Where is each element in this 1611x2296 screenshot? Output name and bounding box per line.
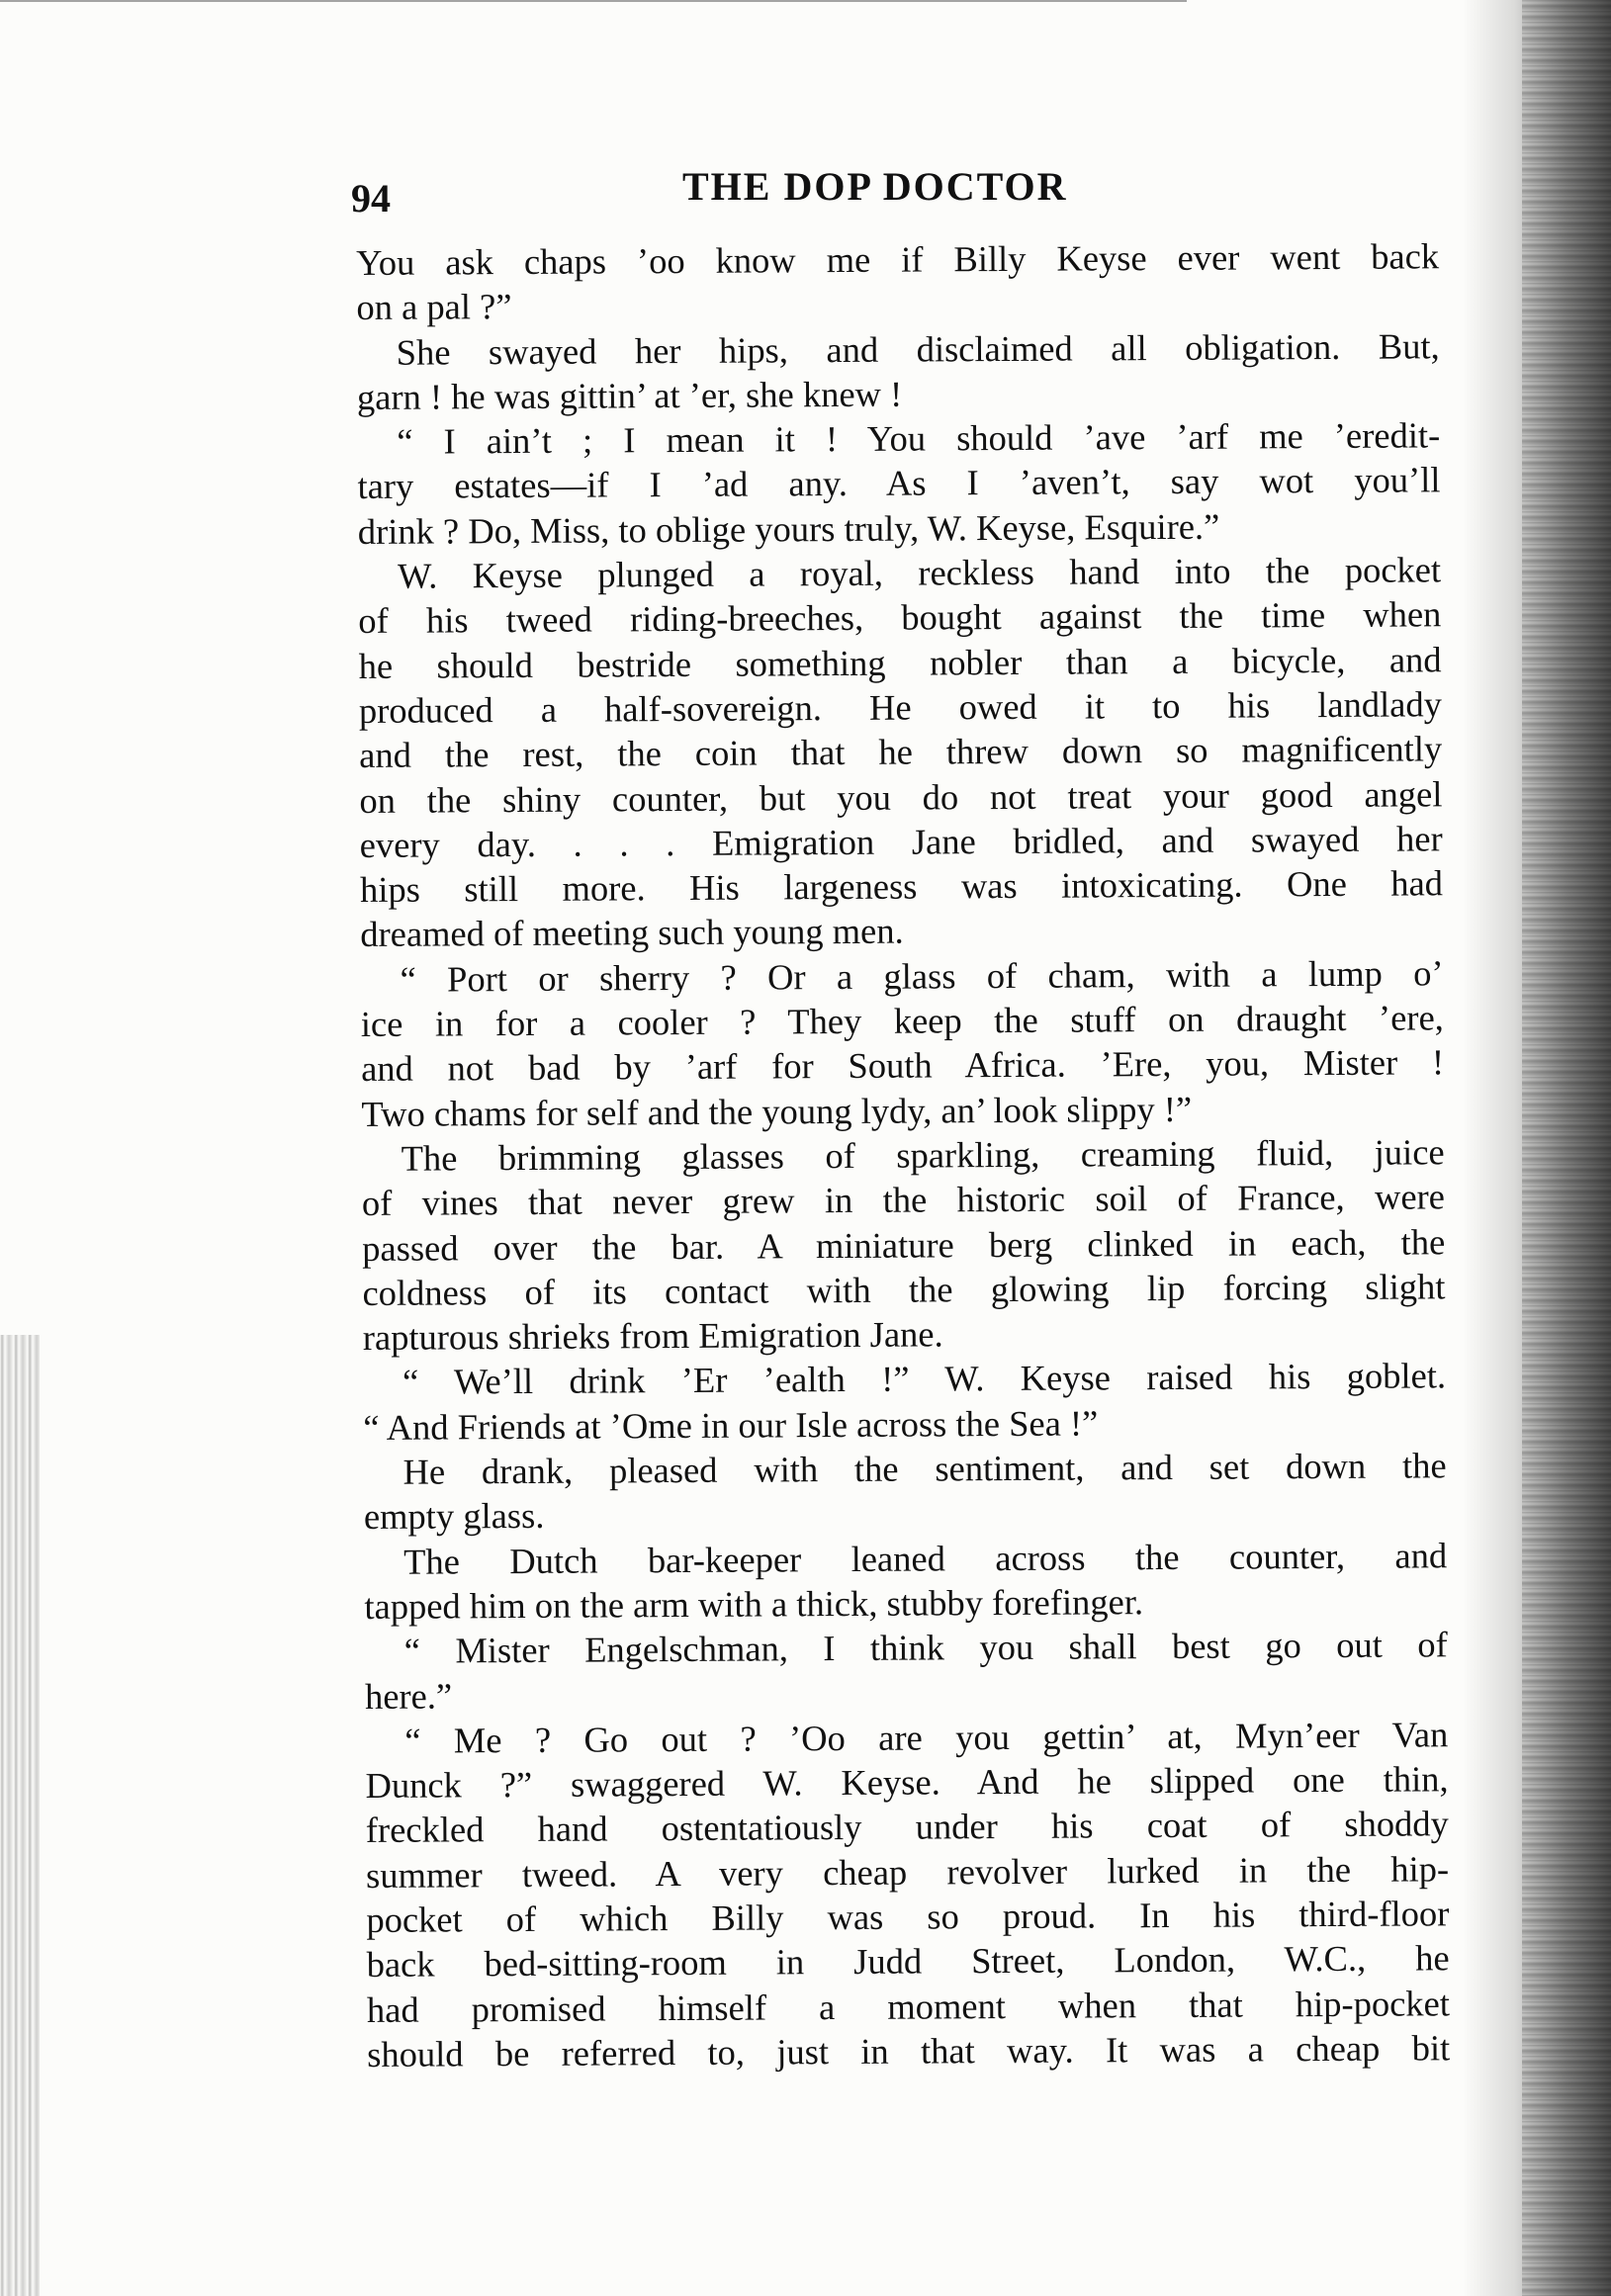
- text-line: The Dutch bar-keeper leaned across the counter, and: [403, 1534, 1448, 1582]
- text-line: should be referred to, just in that way. It was a cheap bit: [367, 2027, 1451, 2075]
- text-line: tapped him on the arm with a thick, stubby forefinger.: [364, 1581, 1144, 1627]
- text-line: “ Port or sherry ? Or a glass of cham, with a lump o’: [400, 952, 1444, 1000]
- text-line: ice in for a cooler ? They keep the stuff on draught ’ere,: [360, 997, 1444, 1045]
- text-line: pocket of which Billy was so proud. In his third-floor: [366, 1893, 1450, 1940]
- text-line: he should bestride something nobler than a bicycle, and: [358, 638, 1442, 686]
- text-line: had promised himself a moment when that hip-pocket: [366, 1982, 1451, 2030]
- text-line: “ I ain’t ; I mean it ! You should ’ave ’arf me ’eredit-: [397, 414, 1441, 462]
- page-header: [351, 163, 1439, 222]
- text-line: on the shiny counter, but you do not treat your good angel: [359, 772, 1443, 821]
- body-text: [356, 233, 1450, 2076]
- text-line: rapturous shrieks from Emigration Jane.: [362, 1313, 943, 1359]
- text-line: Dunck ?” swaggered W. Keyse. And he slipped one thin,: [365, 1758, 1449, 1807]
- scan-left-edge: [0, 1335, 40, 2296]
- text-line: of his tweed riding-breeches, bought against the time when: [358, 593, 1442, 642]
- running-title: THE DOP DOCTOR: [682, 164, 1068, 209]
- text-line: dreamed of meeting such young men.: [360, 911, 904, 955]
- text-line: He drank, pleased with the sentiment, and set down the: [403, 1445, 1447, 1492]
- text-line: “ Me ? Go out ? ’Oo are you gettin’ at, Myn’eer Van: [404, 1714, 1449, 1761]
- text-line: here.”: [364, 1674, 453, 1717]
- text-line: The brimming glasses of sparkling, creaming fluid, juice: [401, 1131, 1445, 1179]
- text-line: You ask chaps ’oo know me if Billy Keyse ever went back: [356, 235, 1440, 283]
- text-line: garn ! he was gittin’ at ’er, she knew !: [356, 373, 903, 417]
- scan-top-edge: [0, 0, 1187, 12]
- text-line: coldness of its contact with the glowing lip forcing slight: [362, 1266, 1446, 1313]
- text-line: freckled hand ostentatiously under his coat of shoddy: [365, 1803, 1449, 1851]
- text-line: every day. . . . Emigration Jane bridled, and swayed her: [359, 818, 1443, 865]
- text-line: “ And Friends at ’Ome in our Isle across the Sea !”: [363, 1402, 1099, 1448]
- text-line: drink ? Do, Miss, to oblige yours truly, W. Keyse, Esquire.”: [357, 505, 1220, 552]
- text-line: “ We’ll drink ’Er ’ealth !” W. Keyse raised his goblet.: [402, 1355, 1447, 1403]
- text-line: and not bad by ’arf for South Africa. ’Ere, you, Mister !: [360, 1041, 1445, 1090]
- text-line: She swayed her hips, and disclaimed all obligation. But,: [396, 324, 1440, 373]
- text-line: on a pal ?”: [356, 286, 512, 328]
- text-line: “ Mister Engelschman, I think you shall best go out of: [403, 1624, 1448, 1671]
- text-line: back bed-sitting-room in Judd Street, London, W.C., he: [366, 1937, 1450, 1986]
- text-line: empty glass.: [363, 1495, 545, 1538]
- text-line: of vines that never grew in the historic soil of France, were: [361, 1176, 1446, 1224]
- text-line: tary estates—if I ’ad any. As I ’aven’t, say wot you’ll: [357, 459, 1441, 507]
- text-line: hips still more. His largeness was intoxicating. One had: [359, 862, 1444, 911]
- text-line: W. Keyse plunged a royal, reckless hand into the pocket: [397, 549, 1442, 596]
- text-line: passed over the bar. A miniature berg clinked in each, the: [362, 1220, 1446, 1269]
- text-line: and the rest, the coin that he threw down so magnificently: [359, 728, 1443, 776]
- text-line: Two chams for self and the young lydy, an’ look slippy !”: [361, 1088, 1193, 1134]
- scan-right-edge: [1463, 0, 1611, 2296]
- text-line: produced a half-sovereign. He owed it to his landlady: [358, 683, 1443, 731]
- text-line: summer tweed. A very cheap revolver lurked in the hip-: [365, 1847, 1450, 1896]
- page-number: 94: [351, 176, 391, 221]
